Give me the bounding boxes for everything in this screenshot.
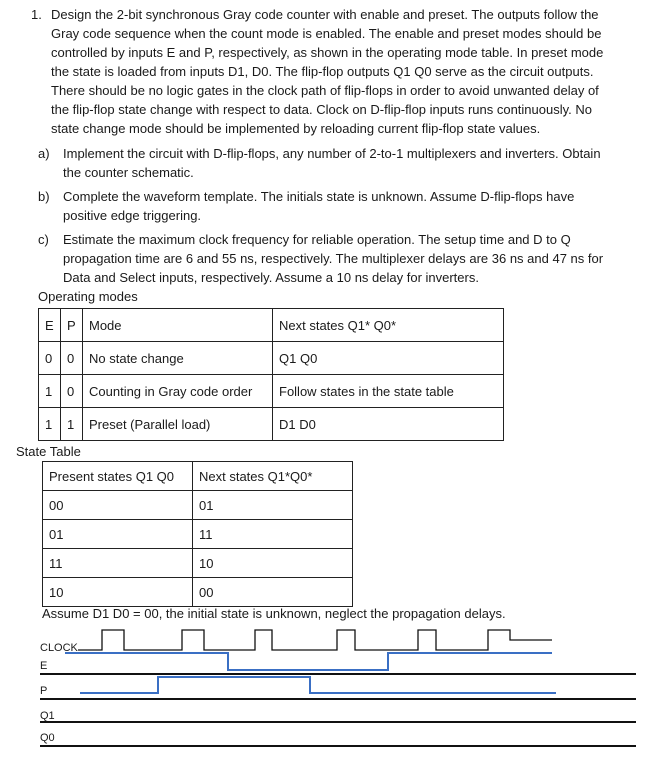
table-cell: No state change bbox=[83, 342, 273, 375]
part-c-line: Estimate the maximum clock frequency for reliable operation. The setup time and D to Q bbox=[63, 232, 571, 247]
table-cell: 01 bbox=[43, 520, 193, 549]
table-cell: 01 bbox=[193, 491, 353, 520]
state-table-title: State Table bbox=[16, 444, 81, 459]
intro-line: Design the 2-bit synchronous Gray code counter with enable and preset. The outputs follow the bbox=[51, 7, 599, 22]
header-cell: Next states Q1* Q0* bbox=[273, 309, 504, 342]
table-cell: 10 bbox=[193, 549, 353, 578]
clock-label: CLOCK bbox=[40, 642, 78, 654]
preset-waveform bbox=[80, 677, 556, 693]
intro-line: Gray code sequence when the count mode is enabled. The enable and preset modes should be bbox=[51, 26, 602, 41]
table-cell: 1 bbox=[61, 408, 83, 441]
table-cell: Counting in Gray code order bbox=[83, 375, 273, 408]
intro-line: state change mode should be implemented by reloading current flip-flop state values. bbox=[51, 121, 541, 136]
table-cell: 0 bbox=[39, 342, 61, 375]
part-a-label: a) bbox=[38, 146, 50, 161]
part-b-label: b) bbox=[38, 189, 50, 204]
header-cell: E bbox=[39, 309, 61, 342]
part-b-line: Complete the waveform template. The initials state is unknown. Assume D-flip-flops have bbox=[63, 189, 575, 204]
part-b-line: positive edge triggering. bbox=[63, 208, 202, 223]
part-c-line: Data and Select inputs, respectively. Assume a 10 ns delay for inverters. bbox=[63, 270, 479, 285]
enable-label: E bbox=[40, 660, 48, 672]
intro-line: controlled by inputs E and P, respectively, as shown in the operating mode table. In preset mode bbox=[51, 45, 604, 60]
table-cell: 11 bbox=[193, 520, 353, 549]
table-cell: 10 bbox=[43, 578, 193, 607]
intro-line: the state is loaded from inputs D1, D0. The flip-flop outputs Q1 Q0 serve as the circuit outputs. bbox=[51, 64, 594, 79]
table-cell: 1 bbox=[39, 408, 61, 441]
preset-label: P bbox=[40, 685, 48, 697]
header-cell: P bbox=[61, 309, 83, 342]
table-cell: Q1 Q0 bbox=[273, 342, 504, 375]
intro-line: There should be no logic gates in the clock path of flip-flops in order to avoid unwanted delay of bbox=[51, 83, 599, 98]
part-c-line: propagation time are 6 and 55 ns, respectively. The multiplexer delays are 36 ns and 47 ns for bbox=[63, 251, 604, 266]
intro-line: the flip-flop state change with respect to data. Clock on D-flip-flop inputs runs continuously. No bbox=[51, 102, 592, 117]
problem-number: 1. bbox=[31, 7, 42, 22]
table-cell: D1 D0 bbox=[273, 408, 504, 441]
waveform-note: Assume D1 D0 = 00, the initial state is unknown, neglect the propagation delays. bbox=[42, 606, 506, 621]
table-cell: 0 bbox=[61, 342, 83, 375]
table-cell: Follow states in the state table bbox=[273, 375, 504, 408]
table-cell: 00 bbox=[43, 491, 193, 520]
table-cell: 11 bbox=[43, 549, 193, 578]
table-cell: Preset (Parallel load) bbox=[83, 408, 273, 441]
part-a-line: the counter schematic. bbox=[63, 165, 194, 180]
clock-waveform bbox=[78, 630, 552, 650]
header-cell: Mode bbox=[83, 309, 273, 342]
table-cell: 0 bbox=[61, 375, 83, 408]
header-cell: Next states Q1*Q0* bbox=[193, 462, 353, 491]
table-cell: 1 bbox=[39, 375, 61, 408]
header-cell: Present states Q1 Q0 bbox=[43, 462, 193, 491]
enable-waveform bbox=[65, 653, 552, 670]
operating-modes-title: Operating modes bbox=[38, 289, 138, 304]
q0-label: Q0 bbox=[40, 732, 55, 744]
part-a-line: Implement the circuit with D-flip-flops, any number of 2-to-1 multiplexers and inverters. Obtain bbox=[63, 146, 601, 161]
part-c-label: c) bbox=[38, 232, 49, 247]
q1-label: Q1 bbox=[40, 710, 55, 722]
table-cell: 00 bbox=[193, 578, 353, 607]
